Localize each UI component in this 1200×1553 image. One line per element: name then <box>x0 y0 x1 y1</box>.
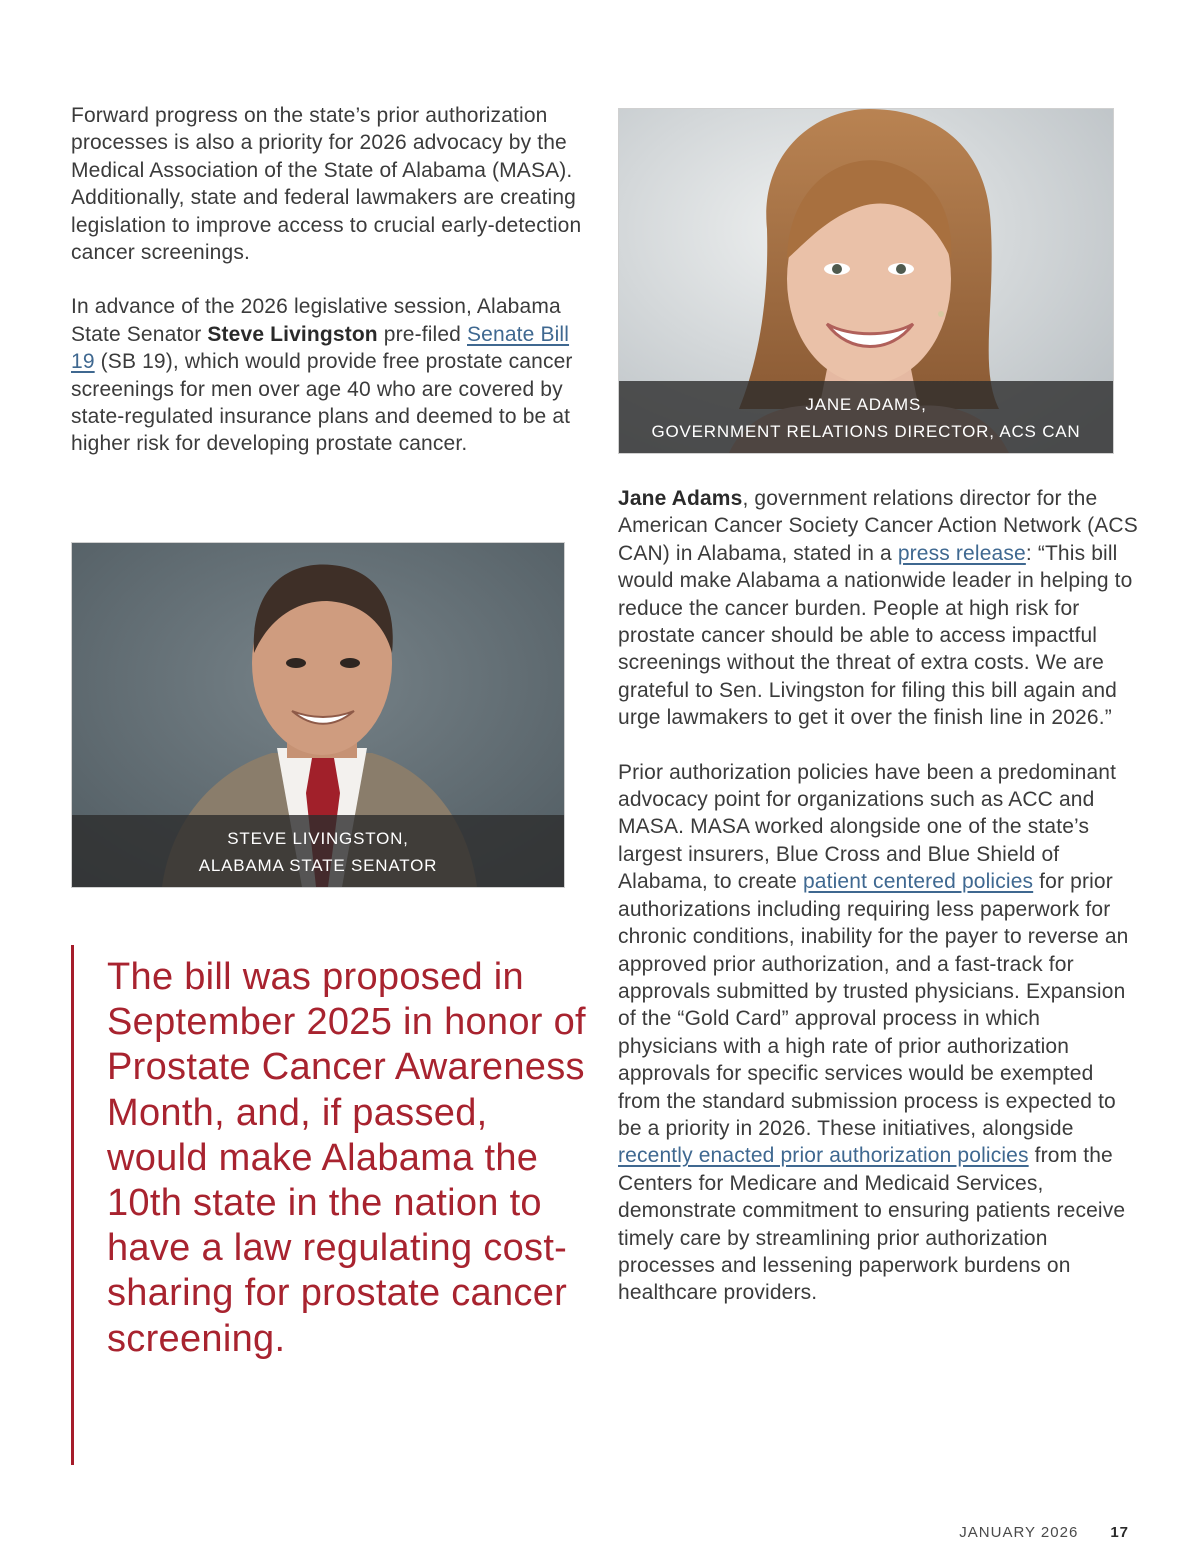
caption-line: JANE ADAMS, <box>805 395 927 414</box>
senator-name: Steve Livingston <box>207 322 378 346</box>
adams-quote-paragraph <box>618 485 1138 732</box>
intro-paragraph: Forward progress on the state’s prior authorization processes is also a priority for 2026 advocacy by the Medical Association of the State of Alabama (MASA). Additionally, state and federal lawmakers are creating legislation to improve access to crucial early-detection cancer screenings. <box>71 104 582 265</box>
text-run: from the Centers for Medicare and Medicaid Services, demonstrate commitment to ensuring patients receive timely care by streamlining prior authorization processes and lessening paperwork burdens on healthcare providers. <box>618 1144 1126 1305</box>
text-run: , government relations director for the American Cancer Society Cancer Action Network (ACS CAN) in Alabama, stated in a <box>618 487 1138 565</box>
caption-line: ALABAMA STATE SENATOR <box>198 856 438 875</box>
sb19-paragraph <box>71 293 586 457</box>
text-run: (SB 19), which would provide free prostate cancer screenings for men over age 40 who are covered by state-regulated insurance plans and deemed to be at higher risk for developing prostate cancer. <box>71 350 573 456</box>
page-footer <box>959 1524 1129 1541</box>
issue-date: JANUARY 2026 <box>959 1524 1079 1541</box>
patient-centered-policies-link[interactable]: patient centered policies <box>802 870 1034 894</box>
prior-authorization-policies-link[interactable]: recently enacted prior authorization policies <box>618 1144 1029 1168</box>
pull-quote-text: The bill was proposed in September 2025 in honor of Prostate Cancer Awareness Month, and, if passed, would make Alabama the 10th state in the nation to have a law regulating cost-sharing for prostate cancer screening. <box>107 956 586 1360</box>
text-run: for prior authorizations including requiring less paperwork for chronic conditions, inability for the payer to reverse an approved prior authorization, and a fast-track for approvals submitted by trusted physicians. Expansion of the “Gold Card” approval process in which physicians with a high rate of prior authorization approvals for specific services would be exempted from the standard submission process is expected to be a priority in 2026. These initiatives, alongside <box>618 870 1129 1140</box>
senate-bill-19-link[interactable]: Senate Bill 19 <box>71 322 570 374</box>
page-number: 17 <box>1110 1524 1129 1541</box>
pull-quote <box>71 945 594 1465</box>
left-column <box>71 102 586 458</box>
steve-livingston-caption <box>72 815 564 887</box>
steve-livingston-photo <box>71 542 565 888</box>
text-run: pre-filed <box>377 322 467 346</box>
right-column <box>618 485 1138 1307</box>
caption-line: STEVE LIVINGSTON, <box>227 829 409 848</box>
jane-adams-caption <box>619 381 1113 453</box>
text-run: Prior authorization policies have been a predominant advocacy point for organizations such as ACC and MASA. MASA worked alongside one of the state’s largest insurers, Blue Cross and Blue Shield of Alabama, to create <box>618 760 1117 894</box>
caption-line: GOVERNMENT RELATIONS DIRECTOR, ACS CAN <box>651 422 1081 441</box>
jane-adams-photo <box>618 108 1114 454</box>
press-release-link[interactable]: press release <box>897 541 1026 565</box>
text-run: In advance of the 2026 legislative session, Alabama State Senator <box>71 295 561 346</box>
prior-authorization-paragraph <box>618 759 1138 1307</box>
adams-name: Jane Adams <box>618 487 743 510</box>
text-run: : “This bill would make Alabama a nationwide leader in helping to reduce the cancer burden. People at high risk for prostate cancer should be able to access impactful screenings without the threat of extra costs. We are grateful to Sen. Livingston for filing this bill again and urge lawmakers to get it over the finish line in 2026.” <box>618 541 1133 730</box>
